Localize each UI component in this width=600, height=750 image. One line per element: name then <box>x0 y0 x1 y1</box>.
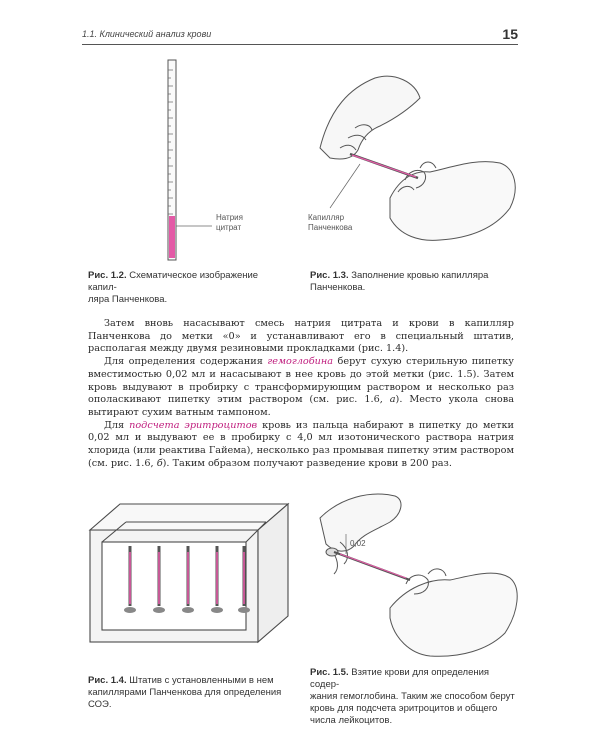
figure-1-5-label: Рис. 1.5. <box>310 667 349 678</box>
figure-hands-filling-capillary <box>300 68 530 258</box>
figure-1-4-text-3: СОЭ. <box>88 699 112 710</box>
citrate-fill <box>169 216 175 258</box>
figure-1-5-text-4: числа лейкоцитов. <box>310 715 393 726</box>
figure-1-4-text-2: капиллярами Панченкова для определения <box>88 687 282 698</box>
citrate-label-1: Натрия <box>216 213 243 222</box>
figure-1-4-text-1: Штатив с установленными в нем <box>129 675 274 686</box>
capillary-label-2: Панченкова <box>308 223 353 232</box>
figure-1-2-caption <box>88 270 288 306</box>
figure-1-5-text-1: Взятие крови для определения содер- <box>310 667 490 690</box>
figure-1-4-caption <box>88 675 293 711</box>
page-number: 15 <box>502 26 518 42</box>
volume-label: 0,02 <box>350 539 366 548</box>
figure-1-3-text-2: Панченкова. <box>310 282 366 293</box>
figure-1-5-caption <box>310 667 520 727</box>
term-erythrocytes: подсчета эритроцитов <box>129 419 258 431</box>
section-title: 1.1. Клинический анализ крови <box>82 29 212 39</box>
figure-1-3-label: Рис. 1.3. <box>310 270 349 281</box>
paragraph-2: Для определения содержания гемоглобина берут сухую стерильную пипетку вместимостью 0,02 мл и насасывают в нее кровь до этой метки (рис. 1.5). Затем кровь выдувают в пробирку с трансформирующим раствором и несколько раз ополаскивают пипетку этим раствором (см. рис. 1.6, а). Место укола снова вытирают сухим ватным тампоном. <box>88 356 514 418</box>
figure-hands-taking-blood <box>310 488 525 663</box>
figure-1-2-text-2: ляра Панченкова. <box>88 294 168 305</box>
term-hemoglobin: гемоглобина <box>267 356 334 368</box>
body-text <box>88 318 514 470</box>
running-header <box>82 26 518 45</box>
figure-1-2-label: Рис. 1.2. <box>88 270 127 281</box>
figure-capillary-stand <box>88 498 298 648</box>
capillary-label-1: Капилляр <box>308 213 345 222</box>
paragraph-1: Затем вновь насасывают смесь натрия цитрата и крови в капилляр Панченкова до метки «0» и устанавливают его в специальный штатив, располагая между двумя резиновыми прокладками (рис. 1.4). <box>88 318 514 355</box>
figure-1-2-text-1: Схематическое изображение капил- <box>88 270 259 293</box>
figure-capillary-diagram <box>140 60 300 270</box>
figure-1-4-label: Рис. 1.4. <box>88 675 127 686</box>
paragraph-3: Для подсчета эритроцитов кровь из пальца набирают в пипетку до метки 0,02 мл и выдувают ее в пробирку с 4,0 мл изотонического раствора натрия хлорида (или реактива Гайема), несколько раз промывая пипетку этим раствором (см. рис. 1.6, б). Таким образом получают разведение крови в 200 раз. <box>88 419 514 469</box>
figure-1-3-caption <box>310 270 520 294</box>
citrate-label-2: цитрат <box>216 223 242 232</box>
figure-1-5-text-3: кровь для подсчета эритроцитов и общего <box>310 703 498 714</box>
figure-1-5-text-2: жания гемоглобина. Таким же способом берут <box>310 691 515 702</box>
figure-1-3-text-1: Заполнение кровью капилляра <box>351 270 489 281</box>
